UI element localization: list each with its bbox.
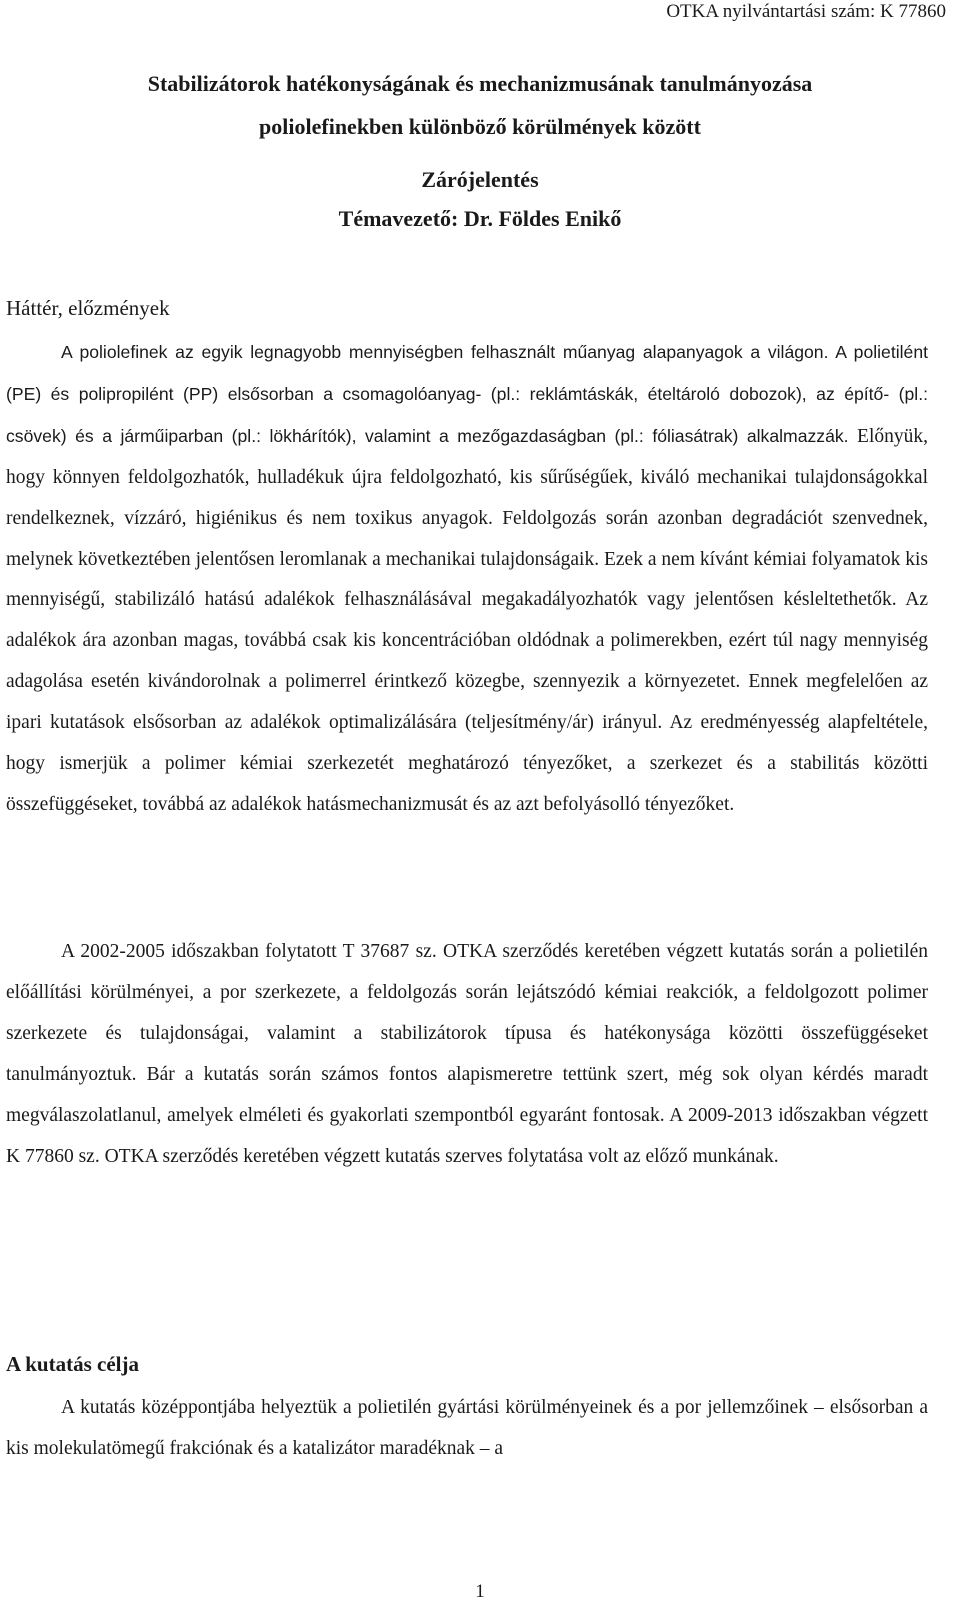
background-paragraph-1 <box>6 332 928 826</box>
document-reference-number: OTKA nyilvántartási szám: K 77860 <box>666 1 946 22</box>
title-line-1: Stabilizátorok hatékonyságának és mechanizmusának tanulmányozása <box>147 71 813 96</box>
research-goal-paragraph: A kutatás középpontjába helyeztük a polietilén gyártási körülményeinek és a por jellemzőinek – elsősorban a kis molekulatömegű frakciónak és a katalizátor maradéknak – a <box>6 1397 928 1459</box>
supervisor-line: Témavezető: Dr. Földes Enikő <box>338 206 622 231</box>
section-heading-research-goal: A kutatás célja <box>6 1352 139 1376</box>
report-type: Zárójelentés <box>421 167 539 192</box>
background-paragraph-1-part-a: A poliolefinek az egyik legnagyobb mennyiségben felhasznált műanyag alapanyagok a világon. A polietilént (PE) és polipropilént (PP) elsősorban a csomagolóanyag- (pl.: reklámtáskák, ételtároló dobozok), az építő- (pl.: csövek) és a járműiparban (pl.: lökhárítók), valamint a mezőgazdaságban (pl.: fóliasátrak) alkalmazzák. <box>6 342 928 446</box>
title-line-2: poliolefinekben különböző körülmények között <box>259 114 701 139</box>
document-title-block <box>0 72 960 231</box>
section-heading-background: Háttér, előzmények <box>6 296 170 320</box>
page-number: 1 <box>475 1581 485 1602</box>
background-paragraph-2: A 2002-2005 időszakban folytatott T 37687 sz. OTKA szerződés keretében végzett kutatás során a polietilén előállítási körülményei, a por szerkezete, a feldolgozás során lejátszódó kémiai reakciók, a feldolgozott polimer szerkezete és tulajdonságai, valamint a stabilizátorok típusa és hatékonysága közötti összefüggéseket tanulmányoztuk. Bár a kutatás során számos fontos alapismeretre tettünk szert, még sok olyan kérdés maradt megválaszolatlanul, amelyek elméleti és gyakorlati szempontból egyaránt fontosak. A 2009-2013 időszakban végzett K 77860 sz. OTKA szerződés keretében végzett kutatás szerves folytatása volt az előző munkának. <box>6 941 928 1167</box>
background-paragraph-1-part-b: Előnyük, hogy könnyen feldolgozhatók, hulladékuk újra feldolgozható, kis sűrűségűek, kiváló mechanikai tulajdonságokkal rendelkeznek, vízzáró, higiénikus és nem toxikus anyagok. Feldolgozás során azonban degradációt szenvednek, melynek következtében jelentősen leromlanak a mechanikai tulajdonságaik. Ezek a nem kívánt kémiai folyamatok kis mennyiségű, stabilizáló hatású adalékok felhasználásával megakadályozhatók vagy jelentősen késleltethetők. Az adalékok ára azonban magas, továbbá csak kis koncentrációban oldódnak a polimerekben, ezért túl nagy mennyiség adagolása esetén kivándorolnak a polimerrel érintkező közegbe, szennyezik a környezetet. Ennek megfelelően az ipari kutatások elsősorban az adalékok optimalizálására (teljesítmény/ár) irányul. Az eredményesség alapfeltétele, hogy ismerjük a polimer kémiai szerkezetét meghatározó tényezőket, a szerkezet és a stabilitás közötti összefüggéseket, továbbá az adalékok hatásmechanizmusát és az azt befolyásolló tényezőket. <box>6 425 928 815</box>
